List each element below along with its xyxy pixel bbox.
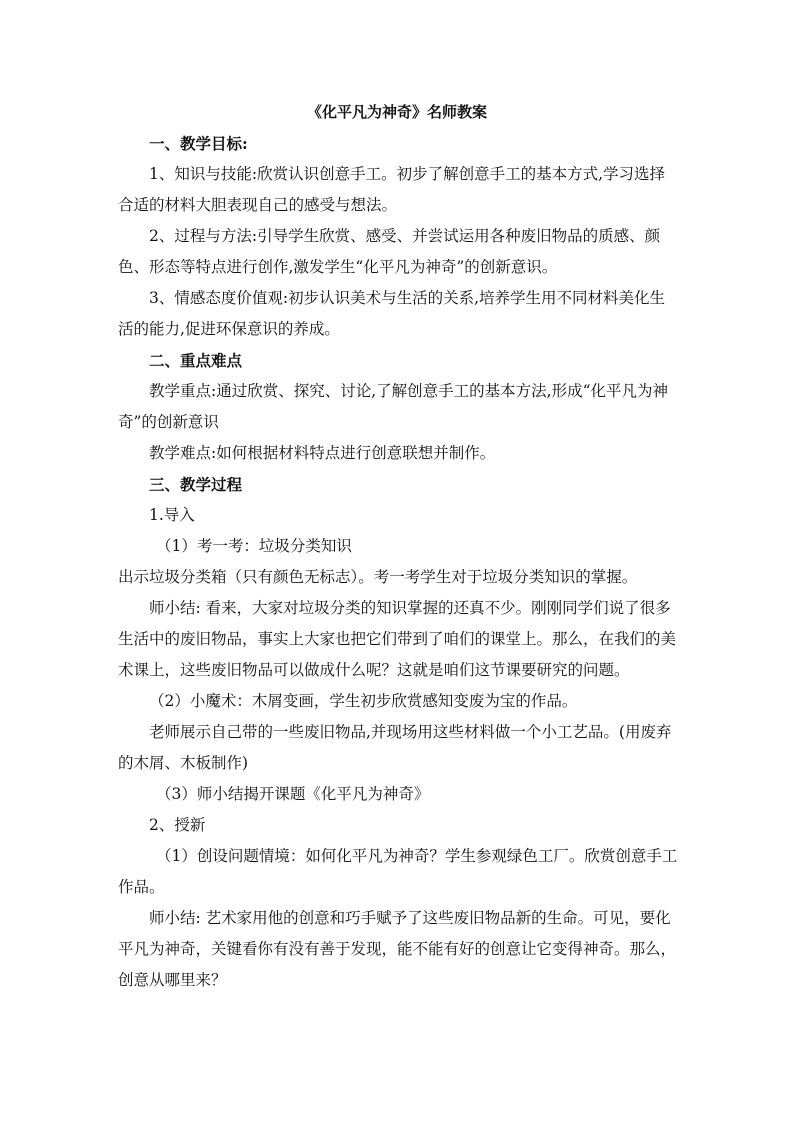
paragraph-teacher-summary-2: 师小结: 艺术家用他的创意和巧手赋予了这些废旧物品新的生命。可见，要化平凡为神奇，关键看你有没有善于发现，能不能有好的创意让它变得神奇。那么，创意从哪里来？ [118,909,677,989]
section-heading-objectives: 一、教学目标: [149,134,248,153]
paragraph-sorting-bins: 出示垃圾分类箱（只有颜色无标志）。考一考学生对于垃圾分类知识的掌握。 [118,568,638,586]
paragraph-problem-scenario: （1）创设问题情境：如何化平凡为神奇？学生参观绿色工厂。欣赏创意手工作品。 [118,847,678,896]
document-body [118,128,680,996]
paragraph-quiz-heading: （1）考一考：垃圾分类知识 [156,537,352,555]
paragraph-teacher-demo: 老师展示自己带的一些废旧物品,并现场用这些材料做一个小工艺品。(用废弃的木屑、木板制作) [118,723,672,772]
paragraph-knowledge-skills: 1、知识与技能:欣赏认识创意手工。初步了解创意手工的基本方式,学习选择合适的材料大胆表现自己的感受与想法。 [118,165,666,214]
paragraph-emotion-values: 3、情感态度价值观:初步认识美术与生活的关系,培养学生用不同材料美化生活的能力,促进环保意识的养成。 [118,289,666,338]
document-title: 《化平凡为神奇》名师教案 [306,103,487,121]
paragraph-process-methods: 2、过程与方法:引导学生欣赏、感受、并尝试运用各种废旧物品的质感、颜色、形态等特点进行创作,激发学生“化平凡为神奇”的创新意识。 [118,227,661,276]
paragraph-teaching-difficulty: 教学难点:如何根据材料特点进行创意联想并制作。 [149,444,496,462]
paragraph-magic-trick: （2）小魔术：木屑变画，学生初步欣赏感知变废为宝的作品。 [149,692,578,710]
paragraph-reveal-topic: （3）师小结揭开课题《化平凡为神奇》 [156,785,430,803]
paragraph-new-lesson-heading: 2、授新 [149,816,206,834]
paragraph-teacher-summary-1: 师小结: 看来，大家对垃圾分类的知识掌握的还真不少。刚刚同学们说了很多生活中的废旧物品，事实上大家也把它们带到了咱们的课堂上。那么，在我们的美术课上，这些废旧物品可以做成什么呢？这就是咱们这节课要研究的问题。 [118,599,677,679]
paragraph-intro-heading: 1.导入 [149,506,195,524]
paragraph-teaching-focus: 教学重点:通过欣赏、探究、讨论,了解创意手工的基本方法,形成“化平凡为神奇”的创新意识 [118,382,669,431]
section-heading-key-points: 二、重点难点 [149,351,243,370]
section-heading-process: 三、教学过程 [149,475,243,494]
